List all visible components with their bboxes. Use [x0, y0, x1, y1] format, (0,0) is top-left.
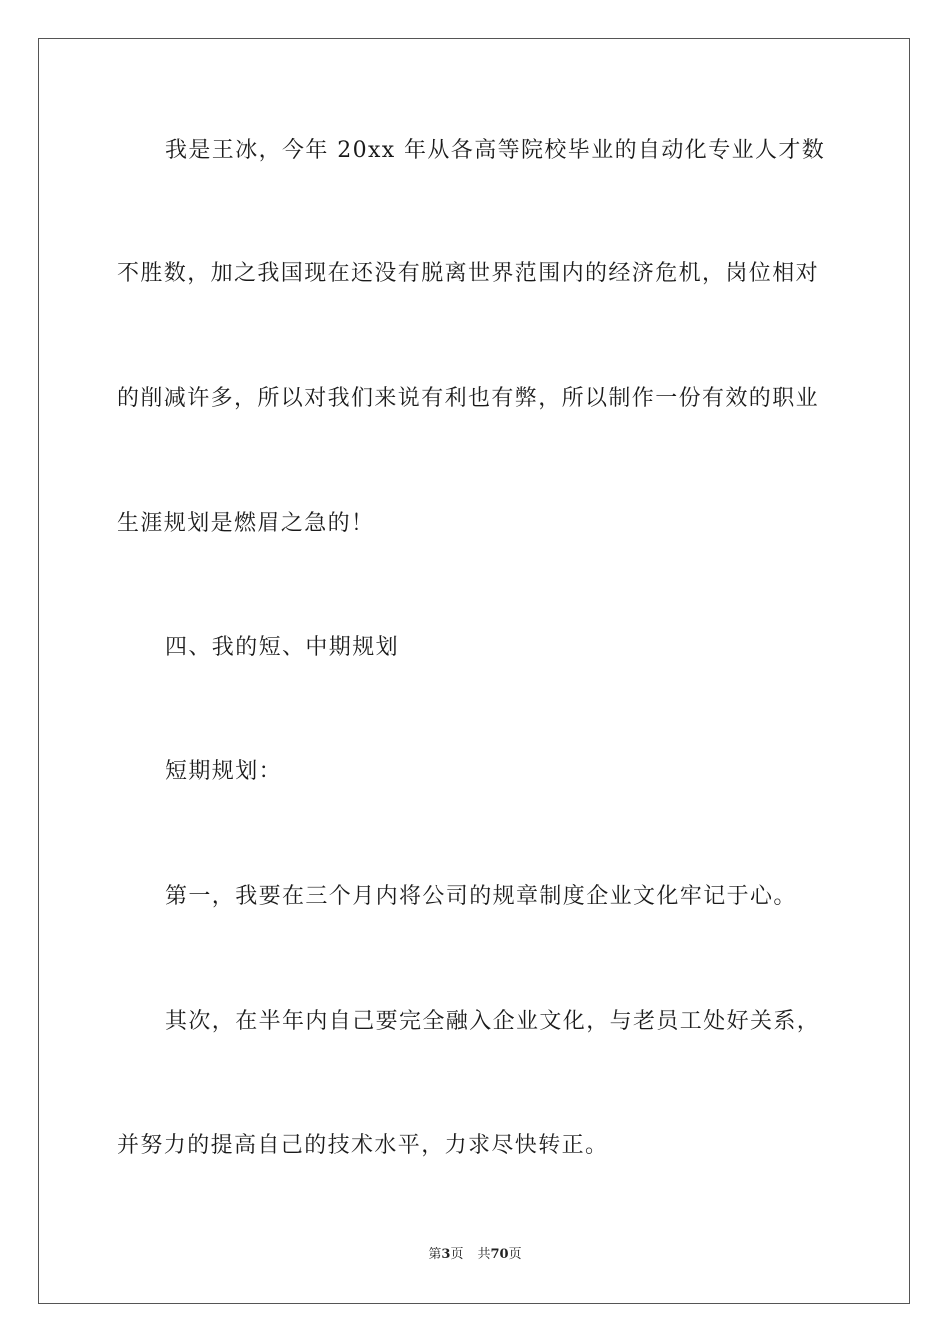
paragraph-line-5: 第一，我要在三个月内将公司的规章制度企业文化牢记于心。 [165, 884, 797, 909]
page-label-prefix: 第 [428, 1247, 442, 1262]
paragraph-line-1: 我是王冰，今年 20xx 年从各高等院校毕业的自动化专业人才数 [165, 138, 826, 163]
total-label-suffix: 页 [508, 1247, 522, 1262]
page-border [38, 38, 910, 1304]
subsection-heading: 短期规划： [165, 759, 283, 784]
paragraph-line-6: 其次，在半年内自己要完全融入企业文化，与老员工处好关系， [165, 1009, 821, 1034]
paragraph-line-2: 不胜数，加之我国现在还没有脱离世界范围内的经济危机，岗位相对 [117, 261, 820, 286]
section-heading: 四、我的短、中期规划 [165, 635, 400, 660]
total-pages: 70 [490, 1247, 509, 1262]
total-label-prefix: 共 [477, 1247, 491, 1262]
paragraph-line-7: 并努力的提高自己的技术水平，力求尽快转正。 [117, 1133, 609, 1158]
paragraph-line-4: 生涯规划是燃眉之急的！ [117, 511, 375, 536]
page-label-suffix: 页 [450, 1247, 464, 1262]
paragraph-line-3: 的削减许多，所以对我们来说有利也有弊，所以制作一份有效的职业 [117, 386, 820, 411]
page-footer [0, 1246, 950, 1264]
page-number: 3 [441, 1247, 451, 1262]
